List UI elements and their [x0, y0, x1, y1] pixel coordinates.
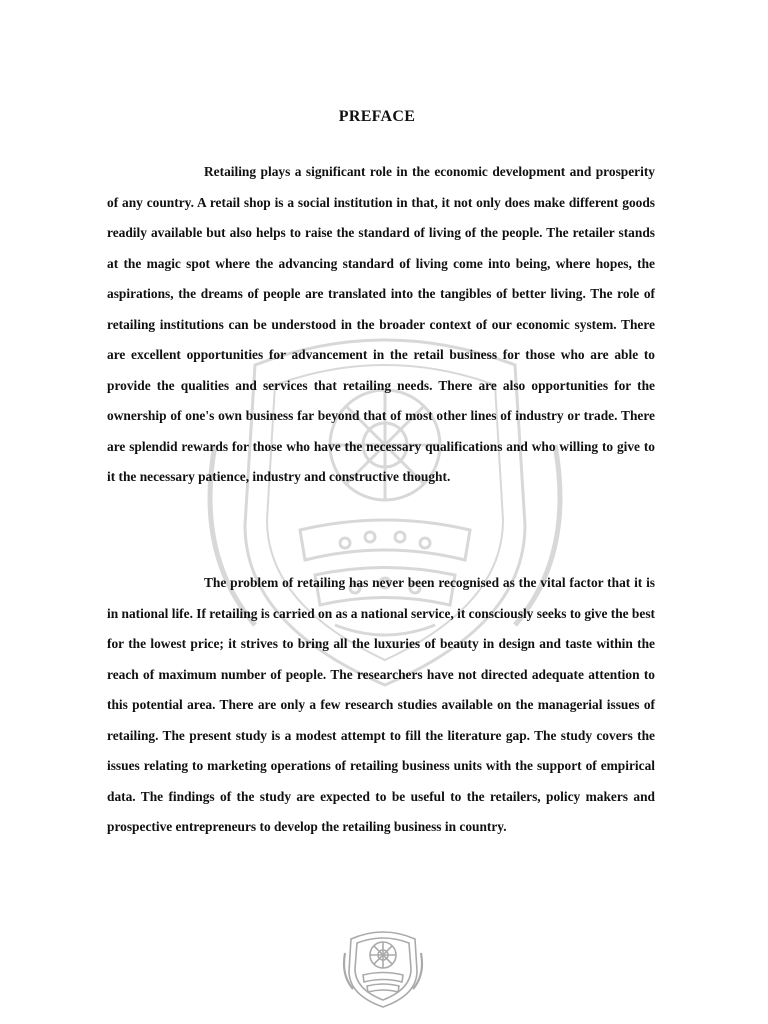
paragraph-1: Retailing plays a significant role in the economic development and prosperity of any country. A retail shop is a social institution in that, it not only does make different goods readily available but also helps to raise the standard of living of the people. The retailer stands at the magic spot where the advancing standard of living come into being, where hopes, the aspirations, the dreams of people are translated into the tangibles of better living. The role of retailing institutions can be understood in the broader context of our economic system. There are excellent opportunities for advancement in the retail business for those who are able to provide the qualities and services that retailing needs. There are also opportunities for the ownership of one's own business far beyond that of most other lines of industry or trade. There are splendid rewards for those who have the necessary qualifications and who willing to give to it the necessary patience, industry and constructive thought. — [107, 164, 655, 484]
paragraph-2: The problem of retailing has never been recognised as the vital factor that it is in national life. If retailing is carried on as a national service, it consciously seeks to give the best for the lowest price; it strives to bring all the luxuries of beauty in design and taste within the reach of maximum number of people. The researchers have not directed adequate attention to this potential area. There are only a few research studies available on the managerial issues of retailing. The present study is a modest attempt to fill the literature gap. The study covers the issues relating to marketing operations of retailing business units with the support of empirical data. The findings of the study are expected to be useful to the retailers, policy makers and prospective entrepreneurs to develop the retailing business in country. — [107, 575, 655, 834]
university-seal-icon — [341, 925, 425, 1009]
page-title: PREFACE — [338, 108, 416, 125]
